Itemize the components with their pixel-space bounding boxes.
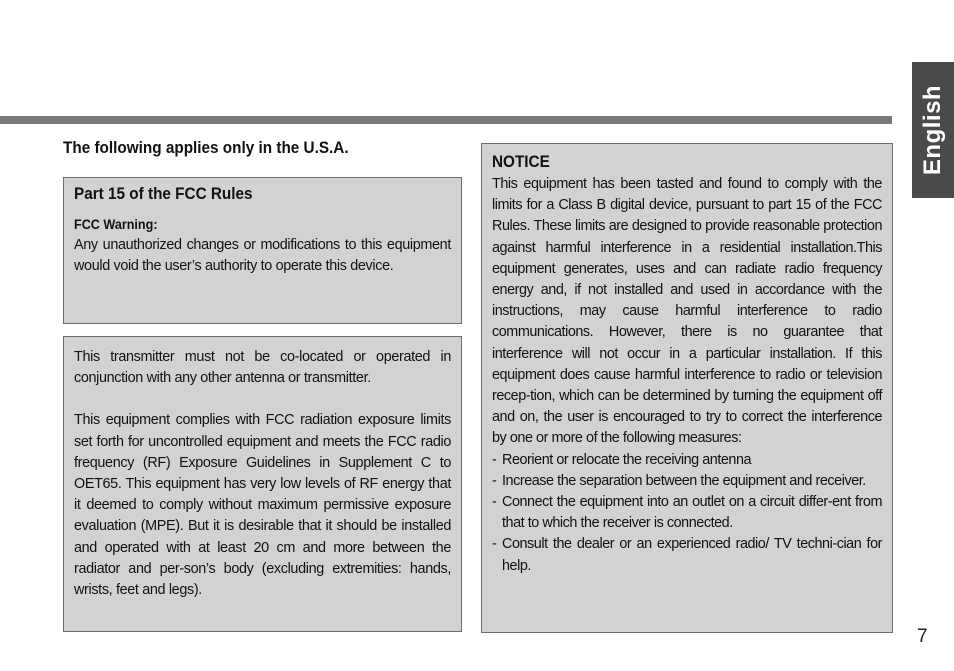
measure-item: - Increase the separation between the equipment and receiver.	[492, 471, 882, 492]
fcc-warning-text: Any unauthorized changes or modifications to this equipment would void the user’s authority to operate this device.	[74, 237, 451, 275]
notice-body: This equipment has been tasted and found to comply with the limits for a Class B digital device, pursuant to part 15 of the FCC Rules. These limits are designed to provide reasonable protection against harmful interference in a residential installation.This equipment generates, uses and can radiate radio frequency energy and, if not installed and used in accordance with the instructions, may cause harmful interference to radio communications. However, there is no guarantee that interference will not occur in a particular installation. If this equipment does cause harmful interference to radio or television recep-tion, which can be determined by turning the equipment off and on, the user is encouraged to try to correct the interference by one or more of the following measures:	[492, 176, 882, 447]
measure-item: - Consult the dealer or an experienced radio/ TV techni-cian for help.	[492, 534, 882, 576]
transmitter-paragraph-2: This equipment complies with FCC radiation exposure limits set forth for uncontrolled equipment and meets the FCC radio frequency (RF) Exposure Guidelines in Supplement C to OET65. This equipment has very low levels of RF energy that it deemed to comply without maximum permissive exposure evaluation (MPE). But it is desirable that it should be installed and operated with at least 20 cm and more between the radiator and per-son’s body (excluding extremities: hands, wrists, feet and legs).	[74, 412, 451, 599]
measure-item: - Connect the equipment into an outlet on a circuit differ-ent from that to which the receiver is connected.	[492, 492, 882, 534]
usa-heading: The following applies only in the U.S.A.	[63, 138, 349, 157]
transmitter-box	[63, 336, 462, 632]
notice-box	[481, 143, 893, 633]
transmitter-paragraph-1: This transmitter must not be co-located or operated in conjunction with any other antenna or transmitter.	[74, 349, 451, 387]
fcc-rules-box	[63, 177, 462, 324]
paragraph-gap	[74, 389, 451, 410]
page-number: 7	[917, 626, 928, 647]
language-tab	[912, 62, 954, 198]
notice-title: NOTICE	[492, 152, 550, 171]
top-divider-bar	[0, 116, 892, 124]
fcc-rules-title: Part 15 of the FCC Rules	[74, 184, 253, 203]
fcc-warning-label: FCC Warning:	[74, 216, 158, 232]
measures-list	[492, 450, 882, 577]
language-tab-label: English	[919, 84, 947, 176]
measure-item: - Reorient or relocate the receiving antenna	[492, 450, 882, 471]
